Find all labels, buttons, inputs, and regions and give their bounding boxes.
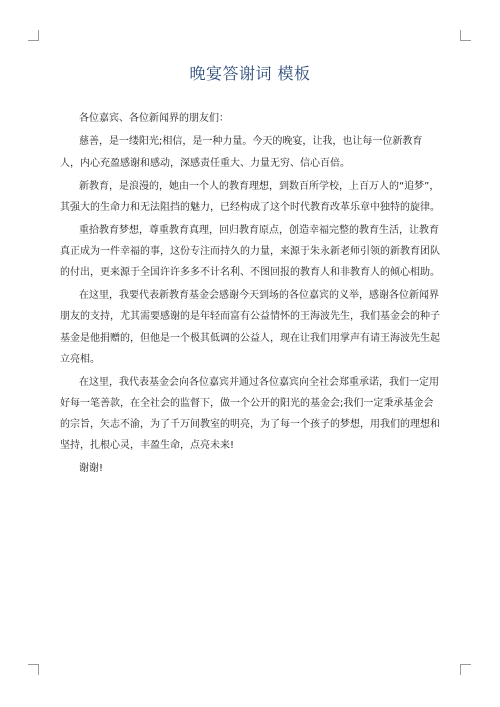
body-paragraph: 重拾教育梦想，尊重教育真理，回归教育原点，创造幸福完整的教育生活，让教育真正成为一件幸福的事，这份专注而持久的力量，来源于朱永新老师引领的新教育团队的付出，更来源于全国许许多多不计名利、不图回报的教育人和非教育人的倾心相助。 xyxy=(60,224,440,279)
body-paragraph: 在这里，我代表基金会向各位嘉宾并通过各位嘉宾向全社会郑重承诺，我们一定用好每一笔善款，在全社会的监督下，做一个公开的阳光的基金会;我们一定秉承基金会的宗旨，矢志不渝，为了千万间教室的明亮，为了每一个孩子的梦想，用我们的理想和坚持，扎根心灵，丰盈生命，点亮未来! xyxy=(60,376,440,452)
crop-mark-top-right xyxy=(460,30,471,41)
body-paragraph: 新教育，是浪漫的，她由一个人的教育理想，到数百所学校，上百万人的“追梦”，其强大的生命力和无法阻挡的魅力，已经构成了这个时代教育改革乐章中独特的旋律。 xyxy=(60,180,440,213)
crop-mark-top-left xyxy=(28,30,39,41)
crop-mark-bottom-right xyxy=(460,664,471,675)
document-body xyxy=(60,108,440,480)
salutation-paragraph: 各位嘉宾、各位新闻界的朋友们： xyxy=(79,113,229,124)
closing-paragraph: 谢谢! xyxy=(79,463,104,475)
document-title: 晚宴答谢词 模板 xyxy=(189,64,311,83)
crop-mark-bottom-left xyxy=(28,664,39,675)
body-paragraph: 慈善，是一缕阳光;相信，是一种力量。今天的晚宴，让我，也让每一位新教育人，内心充盈感谢和感动，深感责任重大、力量无穷、信心百倍。 xyxy=(60,136,423,169)
body-paragraph: 在这里，我要代表新教育基金会感谢今天到场的各位嘉宾的义举，感谢各位新闻界朋友的支持，尤其需要感谢的是年轻而富有公益情怀的王海波先生，我们基金会的种子基金是他捐赠的，但他是一个极其低调的公益人，现在让我们用掌声有请王海波先生起立亮相。 xyxy=(60,290,440,365)
